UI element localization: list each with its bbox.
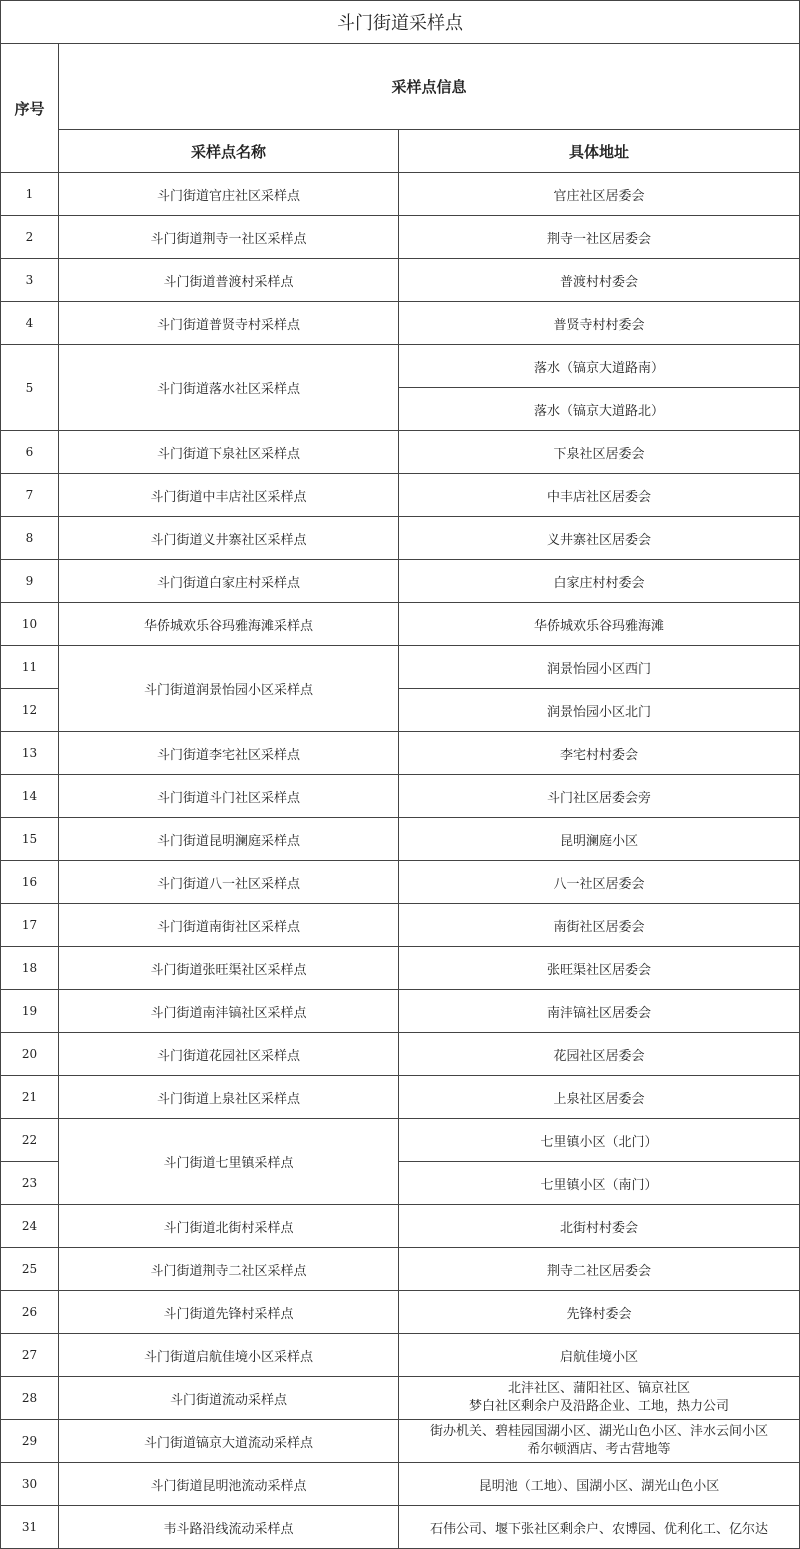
row-seq: 18 — [1, 947, 59, 990]
row-seq: 6 — [1, 431, 59, 474]
row-seq: 17 — [1, 904, 59, 947]
table-row — [1, 1076, 800, 1119]
header-seq: 序号 — [1, 44, 59, 173]
row-seq: 31 — [1, 1506, 59, 1549]
row-seq: 13 — [1, 732, 59, 775]
row-name: 斗门街道落水社区采样点 — [59, 345, 399, 431]
row-seq: 4 — [1, 302, 59, 345]
row-seq: 16 — [1, 861, 59, 904]
row-seq: 7 — [1, 474, 59, 517]
row-address: 上泉社区居委会 — [399, 1076, 800, 1119]
header-info: 采样点信息 — [59, 44, 800, 130]
row-address: 南沣镐社区居委会 — [399, 990, 800, 1033]
table-row — [1, 1119, 800, 1162]
row-name: 斗门街道斗门社区采样点 — [59, 775, 399, 818]
address-line: 街办机关、碧桂园国湖小区、湖光山色小区、沣水云间小区 — [430, 1424, 769, 1439]
row-name: 斗门街道普渡村采样点 — [59, 259, 399, 302]
row-name: 斗门街道白家庄村采样点 — [59, 560, 399, 603]
row-name: 斗门街道李宅社区采样点 — [59, 732, 399, 775]
table-row — [1, 345, 800, 388]
row-address: 启航佳境小区 — [399, 1334, 800, 1377]
row-name: 斗门街道昆明澜庭采样点 — [59, 818, 399, 861]
row-name: 斗门街道昆明池流动采样点 — [59, 1463, 399, 1506]
row-address — [399, 1420, 800, 1463]
table-row — [1, 904, 800, 947]
row-name: 斗门街道官庄社区采样点 — [59, 173, 399, 216]
row-address: 白家庄村村委会 — [399, 560, 800, 603]
table-row — [1, 517, 800, 560]
row-seq: 19 — [1, 990, 59, 1033]
row-address: 华侨城欢乐谷玛雅海滩 — [399, 603, 800, 646]
row-name: 斗门街道花园社区采样点 — [59, 1033, 399, 1076]
row-seq: 9 — [1, 560, 59, 603]
header-name: 采样点名称 — [59, 130, 399, 173]
table-row — [1, 1377, 800, 1420]
table-row — [1, 1463, 800, 1506]
row-name: 斗门街道北街村采样点 — [59, 1205, 399, 1248]
table-row — [1, 1205, 800, 1248]
row-address: 官庄社区居委会 — [399, 173, 800, 216]
row-address: 义井寨社区居委会 — [399, 517, 800, 560]
address-line: 梦白社区剩余户及沿路企业、工地，热力公司 — [469, 1399, 730, 1414]
row-address: 落水（镐京大道路北） — [399, 388, 800, 431]
table-row — [1, 1291, 800, 1334]
row-seq: 3 — [1, 259, 59, 302]
table-row — [1, 861, 800, 904]
address-line: 北沣社区、蒲阳社区、镐京社区 — [508, 1381, 691, 1396]
table-row — [1, 1334, 800, 1377]
table-row — [1, 603, 800, 646]
row-name: 韦斗路沿线流动采样点 — [59, 1506, 399, 1549]
row-seq: 5 — [1, 345, 59, 431]
row-seq: 22 — [1, 1119, 59, 1162]
row-name: 斗门街道上泉社区采样点 — [59, 1076, 399, 1119]
row-name: 斗门街道南街社区采样点 — [59, 904, 399, 947]
table-row — [1, 1506, 800, 1549]
row-name: 斗门街道流动采样点 — [59, 1377, 399, 1420]
table-row — [1, 216, 800, 259]
row-name: 斗门街道荆寺二社区采样点 — [59, 1248, 399, 1291]
row-address: 先锋村委会 — [399, 1291, 800, 1334]
row-name: 斗门街道启航佳境小区采样点 — [59, 1334, 399, 1377]
row-address: 七里镇小区（北门） — [399, 1119, 800, 1162]
row-seq: 15 — [1, 818, 59, 861]
row-name: 斗门街道荆寺一社区采样点 — [59, 216, 399, 259]
row-seq: 30 — [1, 1463, 59, 1506]
row-name: 斗门街道八一社区采样点 — [59, 861, 399, 904]
table-row — [1, 431, 800, 474]
table-row — [1, 775, 800, 818]
row-address: 斗门社区居委会旁 — [399, 775, 800, 818]
row-address: 北街村村委会 — [399, 1205, 800, 1248]
row-seq: 11 — [1, 646, 59, 689]
row-address: 八一社区居委会 — [399, 861, 800, 904]
row-seq: 2 — [1, 216, 59, 259]
row-name: 斗门街道南沣镐社区采样点 — [59, 990, 399, 1033]
table-row — [1, 1420, 800, 1463]
row-name: 斗门街道镐京大道流动采样点 — [59, 1420, 399, 1463]
row-address: 润景怡园小区北门 — [399, 689, 800, 732]
row-name: 斗门街道七里镇采样点 — [59, 1119, 399, 1205]
row-seq: 20 — [1, 1033, 59, 1076]
row-address: 昆明澜庭小区 — [399, 818, 800, 861]
table-row — [1, 173, 800, 216]
row-address: 普渡村村委会 — [399, 259, 800, 302]
row-seq: 14 — [1, 775, 59, 818]
row-name: 斗门街道义井寨社区采样点 — [59, 517, 399, 560]
row-name: 斗门街道中丰店社区采样点 — [59, 474, 399, 517]
table-row — [1, 560, 800, 603]
table-row — [1, 947, 800, 990]
row-address: 下泉社区居委会 — [399, 431, 800, 474]
row-address: 润景怡园小区西门 — [399, 646, 800, 689]
row-seq: 8 — [1, 517, 59, 560]
table-title: 斗门街道采样点 — [1, 1, 800, 44]
row-seq: 23 — [1, 1162, 59, 1205]
table-row — [1, 646, 800, 689]
row-address: 张旺渠社区居委会 — [399, 947, 800, 990]
row-address: 李宅村村委会 — [399, 732, 800, 775]
row-seq: 27 — [1, 1334, 59, 1377]
row-seq: 1 — [1, 173, 59, 216]
row-seq: 24 — [1, 1205, 59, 1248]
table-row — [1, 732, 800, 775]
row-name: 斗门街道下泉社区采样点 — [59, 431, 399, 474]
row-name: 斗门街道润景怡园小区采样点 — [59, 646, 399, 732]
row-seq: 26 — [1, 1291, 59, 1334]
table-row — [1, 1248, 800, 1291]
row-seq: 28 — [1, 1377, 59, 1420]
address-line: 希尔顿酒店、考古营地等 — [527, 1442, 671, 1457]
row-address: 普贤寺村村委会 — [399, 302, 800, 345]
row-address: 七里镇小区（南门） — [399, 1162, 800, 1205]
row-name: 斗门街道普贤寺村采样点 — [59, 302, 399, 345]
table-row — [1, 990, 800, 1033]
table-row — [1, 1033, 800, 1076]
row-name: 华侨城欢乐谷玛雅海滩采样点 — [59, 603, 399, 646]
row-address: 荆寺二社区居委会 — [399, 1248, 800, 1291]
row-address: 中丰店社区居委会 — [399, 474, 800, 517]
row-seq: 25 — [1, 1248, 59, 1291]
row-name: 斗门街道先锋村采样点 — [59, 1291, 399, 1334]
row-address: 落水（镐京大道路南） — [399, 345, 800, 388]
row-name: 斗门街道张旺渠社区采样点 — [59, 947, 399, 990]
row-address: 南街社区居委会 — [399, 904, 800, 947]
table-row — [1, 474, 800, 517]
row-address: 花园社区居委会 — [399, 1033, 800, 1076]
table-row — [1, 302, 800, 345]
header-address: 具体地址 — [399, 130, 800, 173]
table-row — [1, 818, 800, 861]
row-address: 石伟公司、堰下张社区剩余户、农博园、优利化工、亿尔达 — [399, 1506, 800, 1549]
row-seq: 12 — [1, 689, 59, 732]
row-seq: 10 — [1, 603, 59, 646]
table-row — [1, 259, 800, 302]
row-seq: 21 — [1, 1076, 59, 1119]
row-address: 昆明池（工地）、国湖小区、湖光山色小区 — [399, 1463, 800, 1506]
row-address — [399, 1377, 800, 1420]
row-address: 荆寺一社区居委会 — [399, 216, 800, 259]
row-seq: 29 — [1, 1420, 59, 1463]
